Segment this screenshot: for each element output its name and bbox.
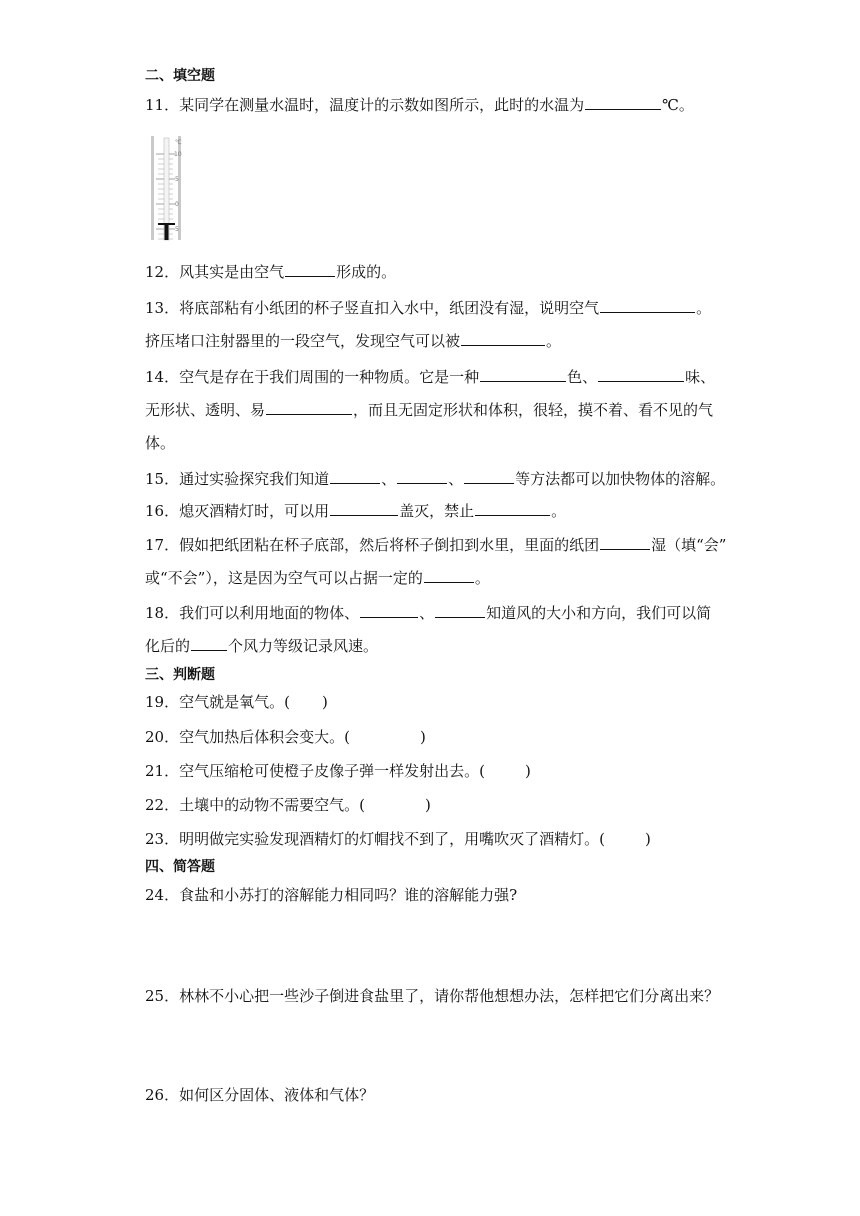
question-text: 、: [381, 470, 397, 488]
question-text: 色、: [567, 368, 598, 386]
question-text: 无形状、透明、易: [145, 401, 266, 419]
close-paren: ): [424, 796, 431, 814]
close-paren: ): [321, 693, 328, 711]
close-paren: ): [644, 830, 651, 848]
question-text: 22．土壤中的动物不需要空气。(: [145, 796, 365, 814]
answer-blank[interactable]: [600, 535, 650, 550]
close-paren: ): [419, 728, 426, 746]
question-text: 21．空气压缩枪可使橙子皮像子弹一样发射出去。(: [145, 762, 485, 780]
thermometer-tick-label: 5: [175, 226, 179, 233]
question-text: ，而且无固定形状和体积，很轻，摸不着、看不见的气: [353, 401, 714, 419]
answer-blank[interactable]: [600, 298, 695, 313]
question-17-line-2: [145, 568, 490, 588]
question-13-line-2: [145, 331, 561, 351]
question-text: 15．通过实验探究我们知道: [145, 470, 330, 488]
thermometer-tick-label: 10: [174, 151, 182, 158]
question-text: 等方法都可以加快物体的溶解。: [515, 470, 726, 488]
question-15: [145, 469, 725, 489]
question-18-line-2: [145, 636, 378, 656]
question-text: 。: [551, 502, 567, 520]
question-14-line-1: [145, 367, 715, 387]
question-text: 18．我们可以利用地面的物体、: [145, 604, 360, 622]
answer-blank[interactable]: [266, 400, 352, 415]
question-text: 19．空气就是氧气。(: [145, 693, 290, 711]
answer-blank[interactable]: [330, 501, 398, 516]
section-heading-true-false: 三、判断题: [145, 667, 215, 683]
question-12: [145, 262, 396, 282]
question-text: 。: [474, 569, 490, 587]
answer-blank[interactable]: [330, 469, 380, 484]
question-text: 形成的。: [336, 263, 397, 281]
question-text: 12．风其实是由空气: [145, 263, 285, 281]
question-14-line-2: [145, 400, 713, 420]
thermometer-frame-left: [151, 136, 154, 240]
question-20: [145, 727, 426, 747]
question-text: 个风力等级记录风速。: [228, 637, 379, 655]
answer-blank[interactable]: [598, 367, 684, 382]
question-text: 盖灭，禁止: [399, 502, 475, 520]
question-text: 。: [546, 332, 562, 350]
answer-blank[interactable]: [475, 501, 550, 516]
question-text: 。: [696, 299, 712, 317]
question-25: 25．林林不小心把一些沙子倒进食盐里了，请你帮他想想办法，怎样把它们分离出来？: [145, 987, 720, 1005]
thermometer-tick-label: 5: [175, 176, 179, 183]
answer-blank[interactable]: [435, 603, 485, 618]
section-heading-fill-in: 二、填空题: [145, 68, 215, 84]
question-text: ℃。: [662, 96, 694, 114]
question-13-line-1: [145, 298, 711, 318]
close-paren: ): [524, 762, 531, 780]
answer-blank[interactable]: [585, 95, 661, 110]
question-26: 26．如何区分固体、液体和气体？: [145, 1086, 375, 1104]
thermometer-unit: ℃: [175, 139, 182, 146]
question-21: [145, 761, 531, 781]
question-22: [145, 795, 431, 815]
question-text: 挤压堵口注射器里的一段空气，发现空气可以被: [145, 332, 461, 350]
answer-blank[interactable]: [480, 367, 566, 382]
question-text: 11．某同学在测量水温时，温度计的示数如图所示，此时的水温为: [145, 96, 585, 114]
answer-blank[interactable]: [461, 331, 545, 346]
question-text: 化后的: [145, 637, 191, 655]
question-14-line-3: 体。: [145, 434, 176, 452]
question-text: 16．熄灭酒精灯时，可以用: [145, 502, 330, 520]
question-text: 味、: [685, 368, 716, 386]
answer-blank[interactable]: [397, 469, 447, 484]
question-16: [145, 501, 566, 521]
thermometer-level-marker: [158, 223, 175, 225]
thermometer-tick-label: 0: [175, 201, 179, 208]
question-text: 知道风的大小和方向，我们可以简: [486, 604, 712, 622]
question-text: 、: [448, 470, 464, 488]
question-24: 24．食盐和小苏打的溶解能力相同吗？谁的溶解能力强?: [145, 886, 518, 904]
thermometer-figure: [146, 134, 190, 242]
question-text: 13．将底部粘有小纸团的杯子竖直扣入水中，纸团没有湿，说明空气: [145, 299, 600, 317]
question-23: [145, 829, 651, 849]
answer-blank[interactable]: [285, 262, 335, 277]
answer-blank[interactable]: [464, 469, 514, 484]
thermometer-mercury-column: [165, 224, 169, 240]
question-text: 湿（填“会”: [651, 536, 727, 554]
question-11: [145, 95, 694, 115]
question-text: 、: [419, 604, 435, 622]
question-text: 20．空气加热后体积会变大。(: [145, 728, 350, 746]
answer-blank[interactable]: [360, 603, 418, 618]
question-19: [145, 692, 328, 712]
question-text: 23．明明做完实验发现酒精灯的灯帽找不到了，用嘴吹灭了酒精灯。(: [145, 830, 605, 848]
answer-blank[interactable]: [424, 568, 474, 583]
question-text: 14．空气是存在于我们周围的一种物质。它是一种: [145, 368, 480, 386]
question-18-line-1: [145, 603, 711, 623]
section-heading-short-answer: 四、简答题: [145, 859, 215, 875]
question-text: 或“不会”），这是因为空气可以占据一定的: [145, 569, 423, 587]
answer-blank[interactable]: [191, 636, 227, 651]
question-17-line-1: [145, 535, 726, 555]
question-text: 17．假如把纸团粘在杯子底部，然后将杯子倒扣到水里，里面的纸团: [145, 536, 600, 554]
